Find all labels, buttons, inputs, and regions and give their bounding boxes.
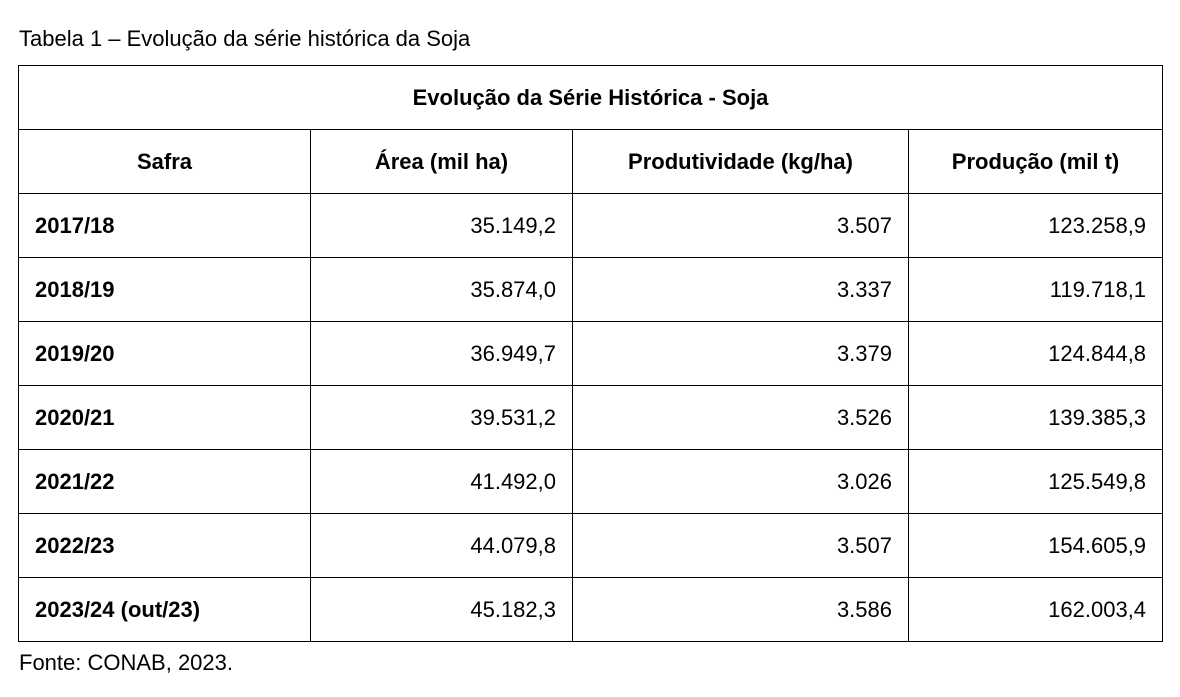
soy-history-table xyxy=(18,65,1163,642)
cell-produtividade: 3.526 xyxy=(573,386,909,450)
cell-producao: 125.549,8 xyxy=(909,450,1163,514)
table-row xyxy=(19,386,1163,450)
header-safra: Safra xyxy=(19,130,311,194)
cell-produtividade: 3.026 xyxy=(573,450,909,514)
cell-area: 35.149,2 xyxy=(311,194,573,258)
header-producao: Produção (mil t) xyxy=(909,130,1163,194)
cell-area: 45.182,3 xyxy=(311,578,573,642)
cell-producao: 139.385,3 xyxy=(909,386,1163,450)
cell-producao: 119.718,1 xyxy=(909,258,1163,322)
cell-safra: 2022/23 xyxy=(19,514,311,578)
header-row xyxy=(19,130,1163,194)
table-row xyxy=(19,194,1163,258)
cell-producao: 162.003,4 xyxy=(909,578,1163,642)
cell-safra: 2023/24 (out/23) xyxy=(19,578,311,642)
cell-safra: 2020/21 xyxy=(19,386,311,450)
table-caption: Tabela 1 – Evolução da série histórica da Soja xyxy=(19,26,471,51)
cell-area: 35.874,0 xyxy=(311,258,573,322)
cell-area: 41.492,0 xyxy=(311,450,573,514)
cell-safra: 2021/22 xyxy=(19,450,311,514)
cell-safra: 2018/19 xyxy=(19,258,311,322)
header-area: Área (mil ha) xyxy=(311,130,573,194)
table-source: Fonte: CONAB, 2023. xyxy=(19,650,233,675)
cell-safra: 2019/20 xyxy=(19,322,311,386)
table-title: Evolução da Série Histórica - Soja xyxy=(19,66,1163,130)
cell-producao: 124.844,8 xyxy=(909,322,1163,386)
table-row xyxy=(19,514,1163,578)
table-row xyxy=(19,258,1163,322)
cell-producao: 154.605,9 xyxy=(909,514,1163,578)
cell-safra: 2017/18 xyxy=(19,194,311,258)
cell-produtividade: 3.337 xyxy=(573,258,909,322)
cell-producao: 123.258,9 xyxy=(909,194,1163,258)
cell-area: 39.531,2 xyxy=(311,386,573,450)
table-row xyxy=(19,578,1163,642)
cell-area: 44.079,8 xyxy=(311,514,573,578)
cell-produtividade: 3.379 xyxy=(573,322,909,386)
cell-produtividade: 3.586 xyxy=(573,578,909,642)
table-row xyxy=(19,322,1163,386)
cell-area: 36.949,7 xyxy=(311,322,573,386)
table-row xyxy=(19,450,1163,514)
cell-produtividade: 3.507 xyxy=(573,514,909,578)
cell-produtividade: 3.507 xyxy=(573,194,909,258)
header-produtividade: Produtividade (kg/ha) xyxy=(573,130,909,194)
